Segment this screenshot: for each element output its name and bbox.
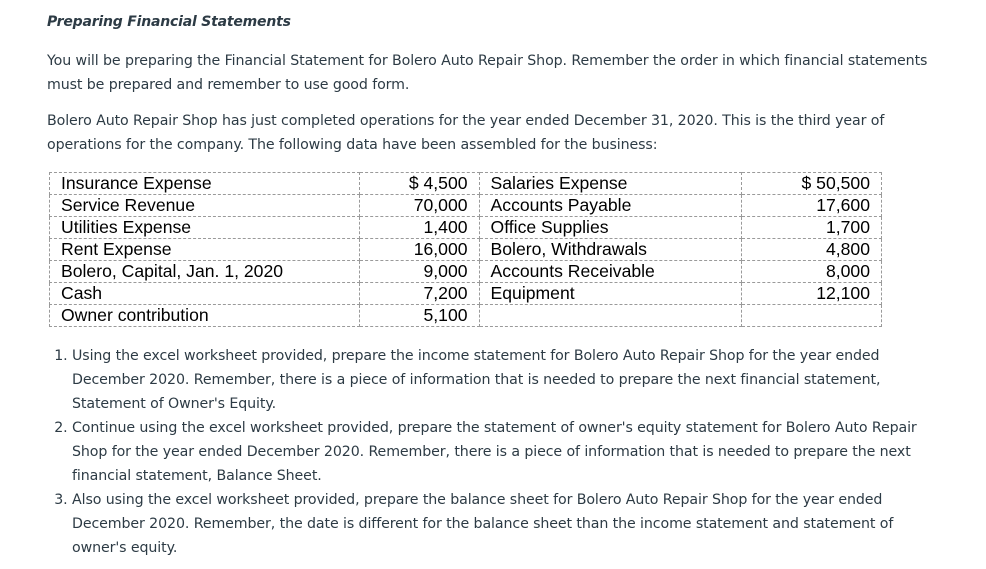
account-label: Equipment — [479, 283, 742, 305]
account-amount: 7,200 — [359, 283, 479, 305]
account-label: Utilities Expense — [50, 217, 360, 239]
table-row — [50, 173, 882, 195]
account-label: Insurance Expense — [50, 173, 360, 195]
account-label: Rent Expense — [50, 239, 360, 261]
context-paragraph: Bolero Auto Repair Shop has just completed operations for the year ended December 31, 2020. This is the third year of operations for the company. The following data have been assembled for the business: — [47, 113, 885, 153]
account-label: Owner contribution — [50, 305, 360, 327]
account-label: Office Supplies — [479, 217, 742, 239]
account-amount: $ 4,500 — [359, 173, 479, 195]
account-amount: 5,100 — [359, 305, 479, 327]
account-amount: 4,800 — [742, 239, 882, 261]
account-label: Salaries Expense — [479, 173, 742, 195]
table-row — [50, 239, 882, 261]
page-title: Preparing Financial Statements — [47, 14, 291, 30]
table-row — [50, 283, 882, 305]
account-amount-empty — [742, 305, 882, 327]
account-amount: 9,000 — [359, 261, 479, 283]
question-item: 2. Continue using the excel worksheet provided, prepare the statement of owner's equity statement for Bolero Auto Repair Shop for the year ended December 2020. Remember, there is a piece of information that is needed to prepare the next financial statement, Balance Sheet. — [72, 416, 942, 488]
question-item: 3. Also using the excel worksheet provided, prepare the balance sheet for Bolero Auto Repair Shop for the year ended December 2020. Remember, the date is different for the balance sheet than the income statement and statement of owner's equity. — [72, 488, 942, 560]
account-amount: 1,400 — [359, 217, 479, 239]
account-label-empty — [479, 305, 742, 327]
table-row — [50, 261, 882, 283]
account-label: Accounts Payable — [479, 195, 742, 217]
account-amount: $ 50,500 — [742, 173, 882, 195]
account-amount: 17,600 — [742, 195, 882, 217]
question-item: 1. Using the excel worksheet provided, prepare the income statement for Bolero Auto Repair Shop for the year ended December 2020. Remember, there is a piece of information that is needed to prepare the next financial statement, Statement of Owner's Equity. — [72, 344, 942, 416]
account-amount: 8,000 — [742, 261, 882, 283]
question-list — [49, 344, 942, 560]
intro-paragraph: You will be preparing the Financial Statement for Bolero Auto Repair Shop. Remember the order in which financial statements must be prepared and remember to use good form. — [47, 53, 928, 93]
account-label: Bolero, Capital, Jan. 1, 2020 — [50, 261, 360, 283]
account-label: Accounts Receivable — [479, 261, 742, 283]
account-amount: 1,700 — [742, 217, 882, 239]
account-amount: 70,000 — [359, 195, 479, 217]
account-amount: 16,000 — [359, 239, 479, 261]
account-amount: 12,100 — [742, 283, 882, 305]
table-row — [50, 217, 882, 239]
account-label: Cash — [50, 283, 360, 305]
table-row — [50, 305, 882, 327]
account-label: Bolero, Withdrawals — [479, 239, 742, 261]
account-data-table — [49, 172, 882, 327]
table-row — [50, 195, 882, 217]
account-label: Service Revenue — [50, 195, 360, 217]
